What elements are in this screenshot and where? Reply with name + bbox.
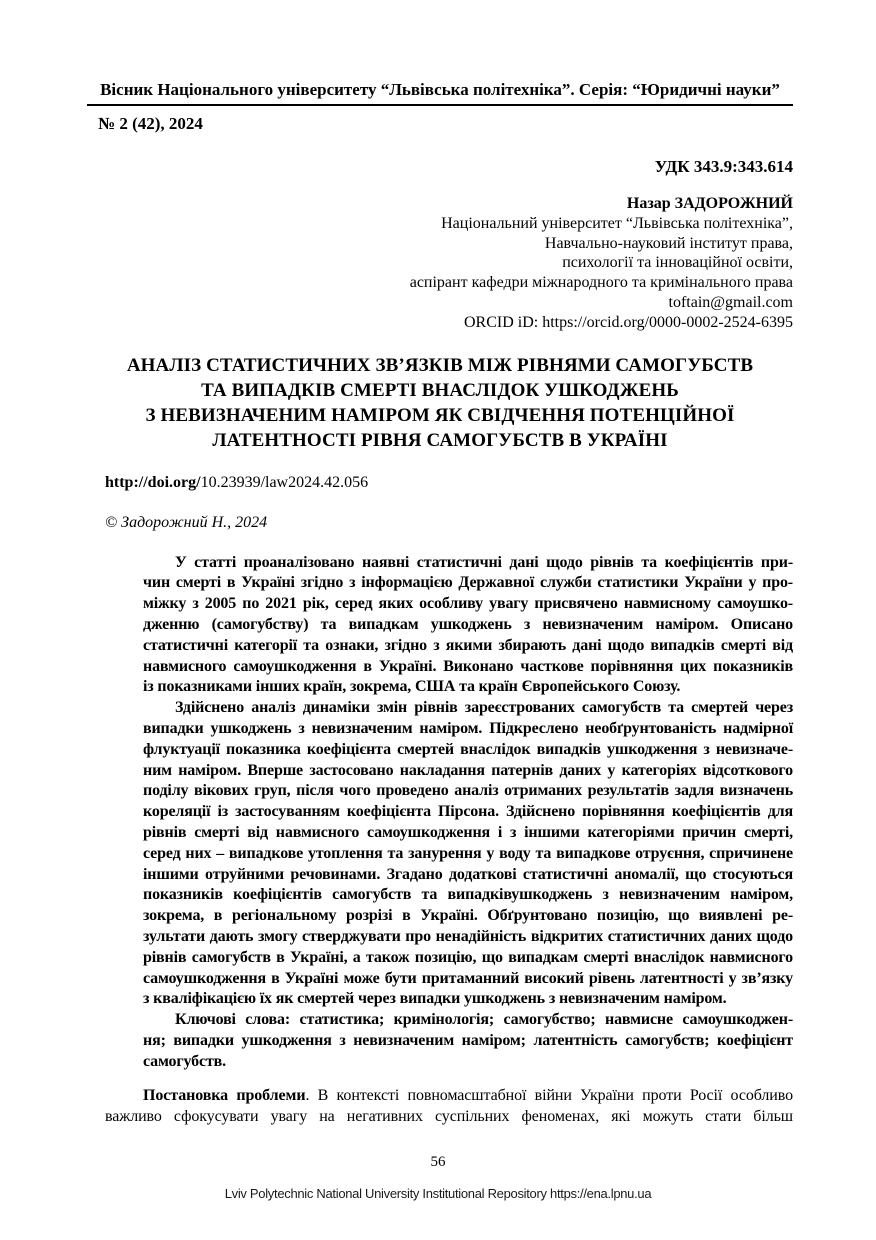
author-block xyxy=(87,194,793,333)
abstract-paragraph-1 xyxy=(143,553,793,699)
abstract-keywords xyxy=(143,1010,793,1072)
abstract-paragraph-2 xyxy=(143,698,793,1010)
doi-line xyxy=(87,473,793,493)
abstract-paragraph-2-line: Здійснено аналіз динаміки змін рівнів зареєстрованих самогубств та смертей через xyxy=(175,699,793,717)
section-heading: Постановка проблеми xyxy=(143,1086,306,1104)
article-title-line: ТА ВИПАДКІВ СМЕРТІ ВНАСЛІДОК УШКОДЖЕНЬ xyxy=(201,379,679,401)
abstract-paragraph-1-line: статистичні категорії та ознаки, згідно з якими збирають дані щодо випадків смерті від xyxy=(143,636,793,654)
abstract-paragraph-1-line: дженню (самогубству) та випадкам ушкоджень з невизначеним наміром. Описано xyxy=(143,615,793,633)
abstract-paragraph-2-line: рівнів смерті від навмисного самоушкодження і з іншими категоріями причин смерті, xyxy=(143,823,793,841)
doi-prefix: http://doi.org/ xyxy=(105,473,201,491)
abstract-paragraph-2-line: поділу вікових груп, після чого проведено аналіз отриманих результатів задля визначень xyxy=(143,782,793,800)
abstract-paragraph-2-line: серед них – випадкове утоплення та занурення у воду та випадкове отруєння, спричинене xyxy=(143,844,793,862)
abstract xyxy=(143,553,793,1073)
repository-footer: Lviv Polytechnic National University Institutional Repository https://ena.lpnu.ua xyxy=(224,1186,652,1201)
article-title-line: АНАЛІЗ СТАТИСТИЧНИХ ЗВ’ЯЗКІВ МІЖ РІВНЯМИ САМОГУБСТВ xyxy=(126,354,754,376)
author-orcid: ORCID iD: https://orcid.org/0000-0002-2524-6395 xyxy=(463,313,793,331)
abstract-paragraph-2-line: з кваліфікацією їх як смертей через випадки ушкоджень з невизначеним наміром. xyxy=(143,990,727,1008)
copyright-line: © Задорожний Н., 2024 xyxy=(105,513,268,531)
author-affiliation-line: Навчально-науковий інститут права, xyxy=(544,234,793,252)
body-paragraph xyxy=(87,1085,793,1127)
author-name: Назар ЗАДОРОЖНИЙ xyxy=(626,195,793,212)
abstract-paragraph-2-line: випадки ушкоджень з невизначеним наміром. Підкреслено необґрунтованість надмірної xyxy=(143,719,793,737)
abstract-paragraph-2-line: флуктуації показника коефіцієнта смертей внаслідок випадків ушкодження з невизначе- xyxy=(143,740,793,758)
abstract-paragraph-2-line: самоушкодження в Україні може бути притаманний високий рівень латентності у зв’язку xyxy=(143,969,793,987)
abstract-keywords-line: самогубств. xyxy=(143,1052,226,1070)
abstract-paragraph-1-line: У статті проаналізовано наявні статистичні дані щодо рівнів та коефіцієнтів при- xyxy=(175,553,793,571)
abstract-paragraph-2-line: показників коефіцієнтів самогубств та випадківушкоджень з невизначеним наміром, xyxy=(143,886,793,904)
abstract-paragraph-1-line: навмисного самоушкодження в Україні. Виконано часткове порівняння цих показників xyxy=(143,657,793,675)
author-affiliation-line: психології та інноваційної освіти, xyxy=(562,254,793,272)
journal-header-title: Вісник Національного університету “Львівська політехніка”. Серія: “Юридичні науки” xyxy=(87,79,793,106)
abstract-paragraph-1-line: чин смерті в Україні згідно з інформацією Державної служби статистики України у про- xyxy=(143,574,793,592)
abstract-paragraph-2-line: кореляції із застосуванням коефіцієнта Пірсона. Здійснено порівняння коефіцієнтів для xyxy=(143,803,793,821)
udc-code: УДК 343.9:343.614 xyxy=(654,157,793,176)
doi-value: 10.23939/law2024.42.056 xyxy=(200,473,369,491)
article-title xyxy=(87,353,793,453)
abstract-paragraph-2-line: зокрема, в регіональному розрізі в Україні. Обґрунтовано позицію, що виявлені ре- xyxy=(143,907,793,925)
author-affiliation-line: Національний університет “Львівська політехніка”, xyxy=(441,214,793,232)
page-number: 56 xyxy=(430,1154,446,1170)
abstract-paragraph-2-line: рівнів самогубств в Україні, а також позицію, що випадкам смерті внаслідок навмисного xyxy=(143,948,793,966)
article-title-line: ЛАТЕНТНОСТІ РІВНЯ САМОГУБСТВ В УКРАЇНІ xyxy=(212,429,668,451)
author-affiliation-line: аспірант кафедри міжнародного та кримінального права xyxy=(409,274,793,292)
abstract-paragraph-1-line: міжку з 2005 по 2021 рік, серед яких особливу увагу присвячено навмисному самоушко- xyxy=(143,595,793,613)
body-line-2: важливо сфокусувати увагу на негативних суспільних феноменах, які можуть стати більш xyxy=(105,1107,793,1125)
abstract-paragraph-1-line: із показниками інших країн, зокрема, США та країн Європейського Союзу. xyxy=(143,678,681,696)
abstract-keywords-line: ня; випадки ушкодження з невизначеним наміром; латентність самогубств; коефіцієнт xyxy=(143,1031,793,1049)
abstract-paragraph-2-line: ним наміром. Вперше застосовано накладання патернів даних у категоріях відсоткового xyxy=(143,761,793,779)
issue-number: № 2 (42), 2024 xyxy=(98,114,203,133)
abstract-paragraph-2-line: зультати дають змогу стверджувати про ненадійність відкритих статистичних даних щодо xyxy=(143,927,793,945)
body-line-1 xyxy=(105,1085,793,1106)
abstract-paragraph-2-line: іншими отруйними речовинами. Згадано додаткові статистичні аномалії, що стосуються xyxy=(143,865,793,883)
author-affiliation xyxy=(87,214,793,293)
abstract-keywords-line: Ключові слова: статистика; кримінологія; самогубство; навмисне самоушкоджен- xyxy=(175,1011,793,1029)
article-title-line: З НЕВИЗНАЧЕНИМ НАМІРОМ ЯК СВІДЧЕННЯ ПОТЕНЦІЙНОЇ xyxy=(145,404,735,426)
body-line-1-text: . В контексті повномасштабної війни України проти Росії особливо xyxy=(305,1086,793,1104)
author-email: toftain@gmail.com xyxy=(668,293,793,311)
